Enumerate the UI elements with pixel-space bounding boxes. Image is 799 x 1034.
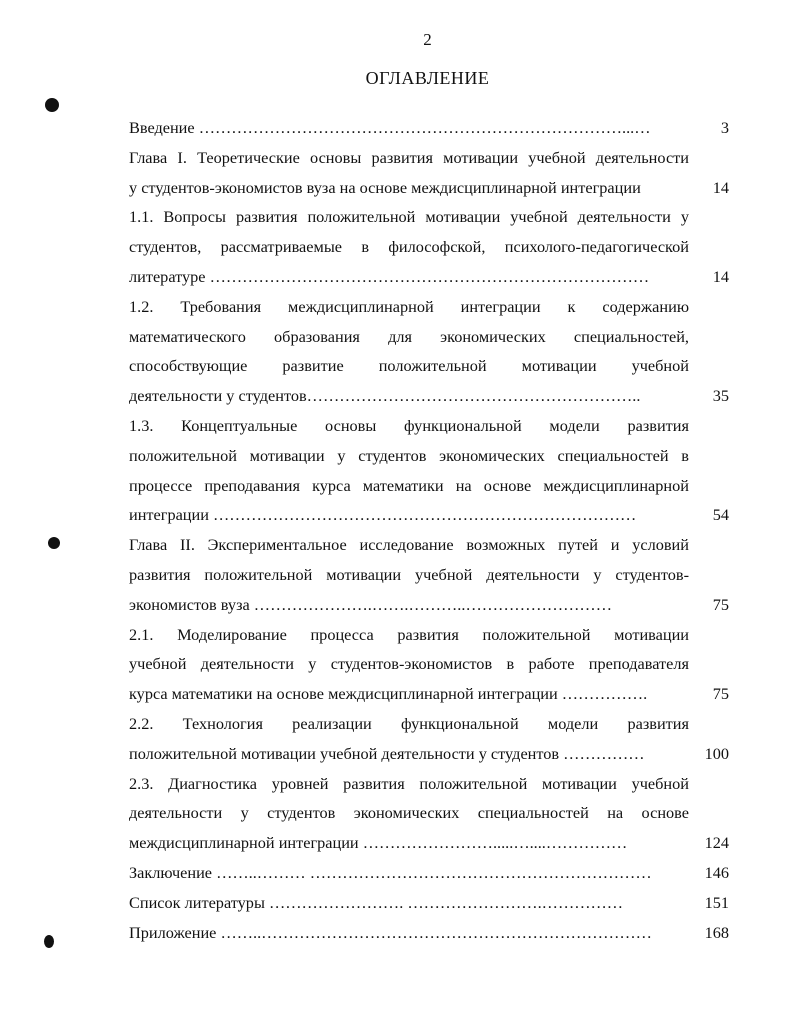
page-number: 2 bbox=[423, 30, 432, 49]
toc-entry-line: литературе ……………………………………………………………………… bbox=[129, 266, 650, 286]
toc-entry-line: Список литературы ……………………. …………………….…………… bbox=[129, 892, 624, 912]
toc-page-number: 100 bbox=[704, 743, 729, 763]
table-of-contents bbox=[129, 113, 729, 947]
toc-entry-line: Введение ……………………………………………………………………...… bbox=[129, 118, 651, 137]
toc-entry-introduction[interactable] bbox=[129, 113, 729, 143]
toc-entry-chapter-2[interactable] bbox=[129, 530, 729, 619]
toc-entry-line: развития положительной мотивации учебной деятельности у студентов- bbox=[129, 564, 689, 584]
toc-entry-line: учебной деятельности у студентов-экономистов в работе преподавателя bbox=[129, 654, 689, 674]
toc-page-number: 75 bbox=[712, 684, 729, 704]
toc-entry-line: 2.1. Моделирование процесса развития положительной мотивации bbox=[129, 624, 689, 644]
toc-entry-line: деятельности у студентов экономических специальностей на основе bbox=[129, 803, 689, 823]
toc-entry-section-2-1[interactable] bbox=[129, 620, 729, 709]
toc-page-number: 14 bbox=[712, 177, 729, 197]
toc-entry-appendix[interactable] bbox=[129, 918, 729, 948]
toc-entry-line: междисциплинарной интеграции …………………….....…....…………… bbox=[129, 833, 628, 853]
toc-entry-section-1-3[interactable] bbox=[129, 411, 729, 530]
toc-entry-line: математического образования для экономических специальностей, bbox=[129, 326, 689, 346]
toc-page-number: 35 bbox=[712, 386, 729, 406]
toc-page-number: 14 bbox=[712, 266, 729, 286]
toc-page-number: 3 bbox=[720, 118, 729, 137]
toc-entry-bibliography[interactable] bbox=[129, 888, 729, 918]
toc-entry-line: процессе преподавания курса математики на основе междисциплинарной bbox=[129, 475, 689, 495]
toc-entry-line: Заключение ……..……… ……………………………………………………… bbox=[129, 862, 652, 882]
toc-entry-line: положительной мотивации учебной деятельности у студентов …………… bbox=[129, 743, 645, 763]
toc-page-number: 151 bbox=[704, 892, 729, 912]
toc-entry-section-1-2[interactable] bbox=[129, 292, 729, 411]
toc-entry-line: положительной мотивации у студентов экономических специальностей в bbox=[129, 445, 689, 465]
toc-entry-line: 1.2. Требования междисциплинарной интеграции к содержанию bbox=[129, 296, 689, 316]
toc-page-number: 146 bbox=[704, 862, 729, 882]
toc-page-number: 75 bbox=[712, 594, 729, 614]
toc-entry-line: курса математики на основе междисциплинарной интеграции ……………. bbox=[129, 684, 648, 704]
toc-entry-line: у студентов-экономистов вуза на основе междисциплинарной интеграции bbox=[129, 177, 641, 197]
toc-entry-line: студентов, рассматриваемые в философской, психолого-педагогической bbox=[129, 237, 689, 257]
hole-punch-mark-top bbox=[45, 98, 59, 112]
toc-entry-section-2-2[interactable] bbox=[129, 709, 729, 769]
toc-entry-line: 1.3. Концептуальные основы функциональной модели развития bbox=[129, 415, 689, 435]
hole-punch-mark-bottom bbox=[44, 935, 54, 948]
toc-entry-line: деятельности у студентов…………………………………………………….. bbox=[129, 386, 641, 406]
toc-entry-section-1-1[interactable] bbox=[129, 202, 729, 291]
toc-entry-line: 2.2. Технология реализации функциональной модели развития bbox=[129, 713, 689, 733]
toc-page-number: 124 bbox=[704, 833, 729, 853]
toc-entry-line: интеграции …………………………………………………………………… bbox=[129, 505, 637, 525]
toc-entry-line: Глава I. Теоретические основы развития мотивации учебной деятельности bbox=[129, 147, 689, 167]
toc-entry-line: 1.1. Вопросы развития положительной мотивации учебной деятельности у bbox=[129, 207, 689, 227]
toc-entry-section-2-3[interactable] bbox=[129, 769, 729, 858]
toc-entry-line: 2.3. Диагностика уровней развития положительной мотивации учебной bbox=[129, 773, 689, 793]
toc-page-number: 168 bbox=[704, 922, 729, 942]
hole-punch-mark-middle bbox=[48, 537, 60, 549]
toc-entry-chapter-1[interactable] bbox=[129, 143, 729, 203]
toc-entry-conclusion[interactable] bbox=[129, 858, 729, 888]
toc-entry-line: Приложение ……..……………………………………………………………… bbox=[129, 922, 652, 942]
toc-entry-line: способствующие развитие положительной мотивации учебной bbox=[129, 356, 689, 376]
toc-entry-line: Глава II. Экспериментальное исследование возможных путей и условий bbox=[129, 535, 689, 555]
toc-entry-line: экономистов вуза ………………….…….………..……………………… bbox=[129, 594, 612, 614]
toc-page-number: 54 bbox=[712, 505, 729, 525]
page-title: ОГЛАВЛЕНИЕ bbox=[365, 68, 490, 88]
